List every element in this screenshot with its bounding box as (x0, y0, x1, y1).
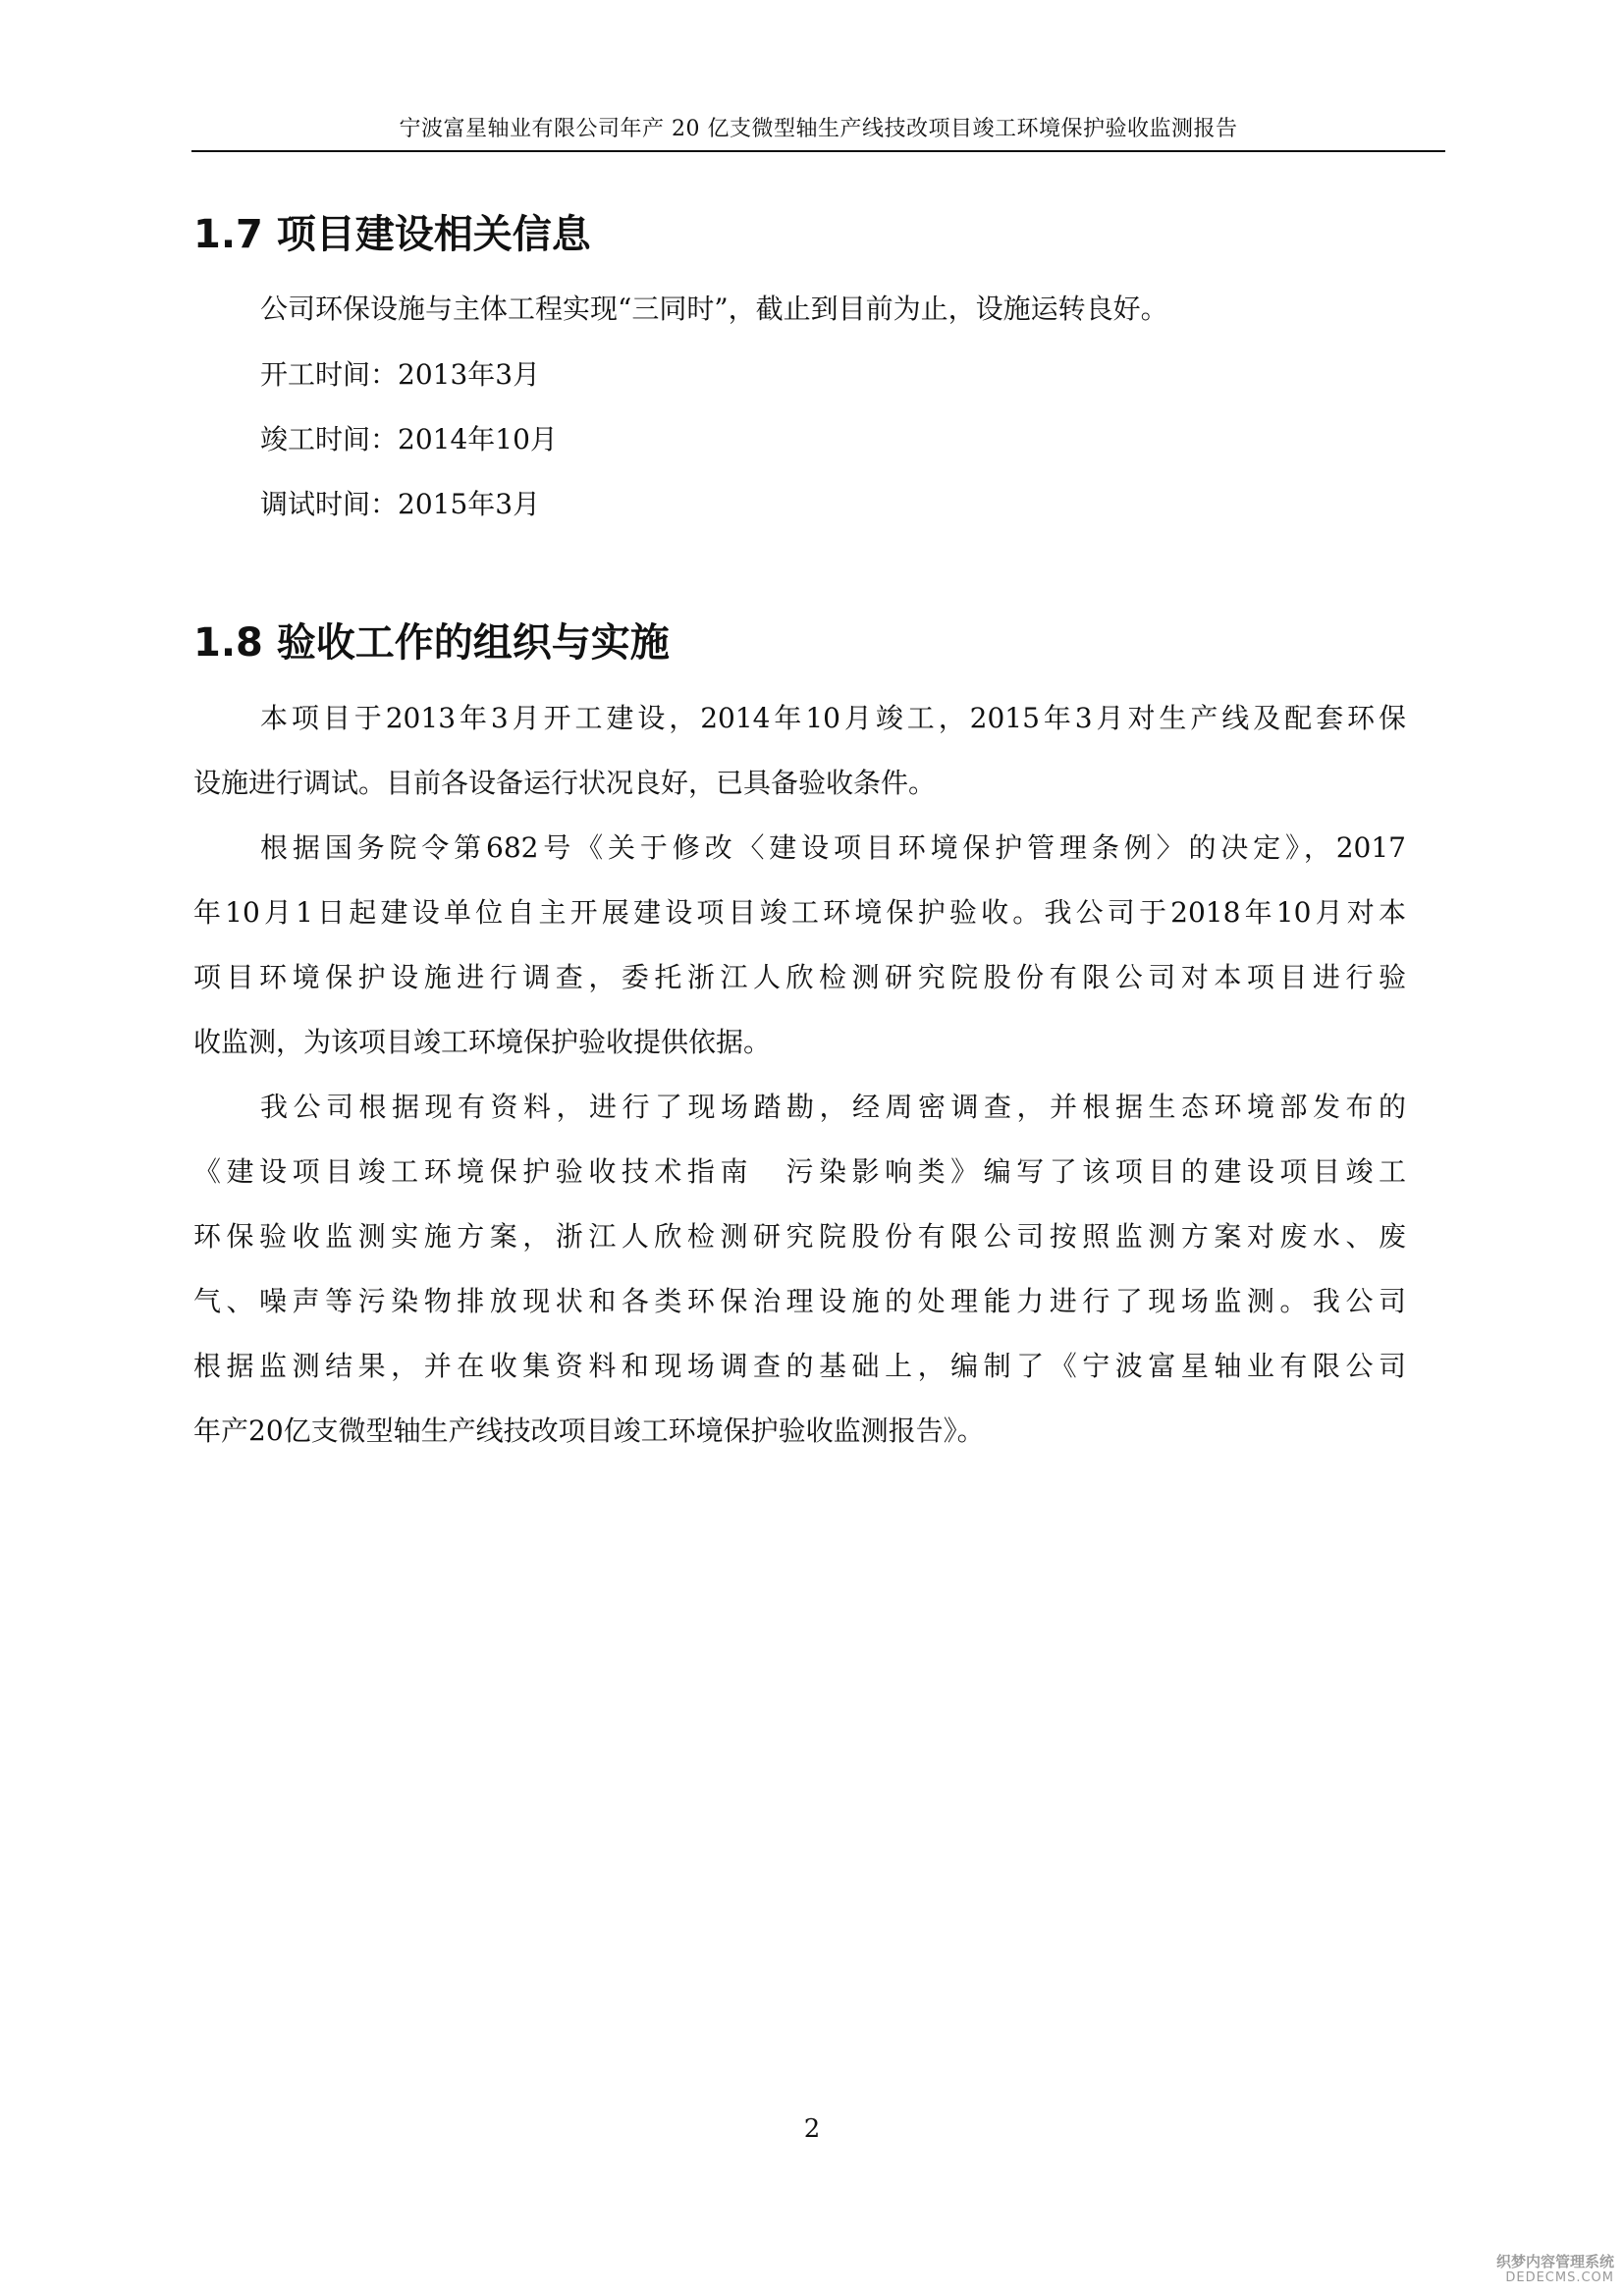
paragraph-line: 根据监测结果，并在收集资料和现场调查的基础上，编制了《宁波富星轴业有限公司 (193, 1350, 1406, 1382)
completion-date-line: 竣工时间：2014年10月 (260, 423, 558, 455)
section-heading-1-8: 1.8 验收工作的组织与实施 (193, 620, 670, 666)
header-divider (191, 150, 1445, 152)
paragraph-line: 收监测，为该项目竣工环境保护验收提供依据。 (193, 1026, 772, 1058)
paragraph-line: 设施进行调试。目前各设备运行状况良好，已具备验收条件。 (193, 767, 937, 799)
section-heading-1-7: 1.7 项目建设相关信息 (193, 212, 591, 257)
start-date-line: 开工时间：2013年3月 (260, 358, 541, 391)
watermark-text-cn: 织梦内容管理系统 (1495, 2253, 1614, 2270)
paragraph-line: 项目环境保护设施进行调查，委托浙江人欣检测研究院股份有限公司对本项目进行验 (193, 961, 1406, 993)
watermark (1418, 2253, 1614, 2286)
paragraph-line: 我公司根据现有资料，进行了现场踏勘，经周密调查，并根据生态环境部发布的 (260, 1091, 1406, 1123)
paragraph-line: 环保验收监测实施方案，浙江人欣检测研究院股份有限公司按照监测方案对废水、废 (193, 1220, 1406, 1253)
paragraph-line: 公司环保设施与主体工程实现“三同时”，截止到目前为止，设施运转良好。 (260, 293, 1168, 325)
commissioning-date-line: 调试时间：2015年3月 (260, 488, 541, 520)
page-number: 2 (803, 2114, 821, 2144)
running-header: 宁波富星轴业有限公司年产 20 亿支微型轴生产线技改项目竣工环境保护验收监测报告 (399, 117, 1238, 141)
paragraph-line: 本项目于2013年3月开工建设，2014年10月竣工，2015年3月对生产线及配套环保 (260, 702, 1406, 734)
paragraph-line: 年产20亿支微型轴生产线技改项目竣工环境保护验收监测报告》。 (193, 1415, 985, 1447)
watermark-text-en: DEDECMS.COM (1505, 2270, 1614, 2285)
paragraph-line: 年10月1日起建设单位自主开展建设项目竣工环境保护验收。我公司于2018年10月对本 (193, 896, 1406, 929)
paragraph-line: 《建设项目竣工环境保护验收技术指南 污染影响类》编写了该项目的建设项目竣工 (193, 1155, 1406, 1188)
paragraph-line: 气、噪声等污染物排放现状和各类环保治理设施的处理能力进行了现场监测。我公司 (193, 1285, 1406, 1317)
paragraph-line: 根据国务院令第682号《关于修改〈建设项目环境保护管理条例〉的决定》，2017 (260, 831, 1406, 864)
